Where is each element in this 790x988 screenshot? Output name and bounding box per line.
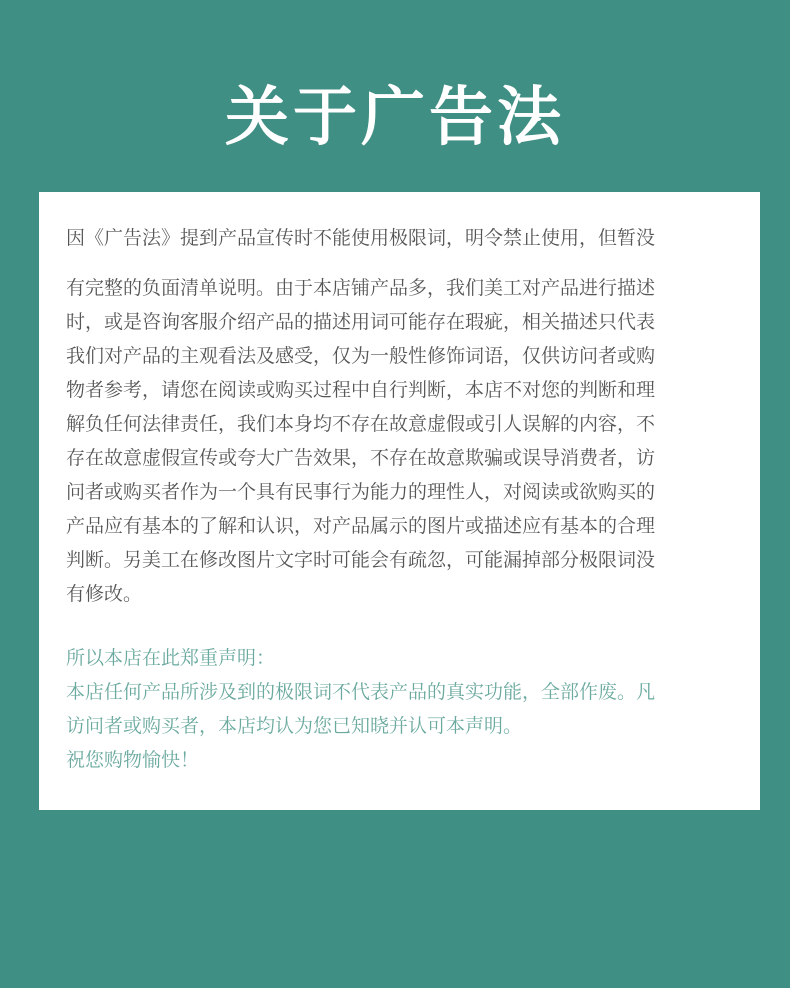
page-title: 关于广告法 [225, 81, 565, 155]
disclaimer-line: 存在故意虚假宣传或夸大广告效果，不存在故意欺骗或误导消费者，访 [66, 447, 656, 469]
disclaimer-line: 我们对产品的主观看法及感受，仅为一般性修饰词语，仅供访问者或购 [66, 345, 656, 367]
disclaimer-line: 有修改。 [66, 583, 143, 605]
disclaimer-line: 判断。另美工在修改图片文字时可能会有疏忽，可能漏掉部分极限词没 [66, 549, 656, 571]
disclaimer-line: 物者参考，请您在阅读或购买过程中自行判断，本店不对您的判断和理 [66, 379, 656, 401]
disclaimer-line: 解负任何法律责任，我们本身均不存在故意虚假或引人误解的内容，不 [66, 413, 656, 435]
disclaimer-line: 问者或购买者作为一个具有民事行为能力的理性人，对阅读或欲购买的 [66, 481, 656, 503]
statement-heading: 所以本店在此郑重声明： [66, 647, 276, 669]
disclaimer-line: 有完整的负面清单说明。由于本店铺产品多，我们美工对产品进行描述 [66, 277, 656, 299]
statement-closing: 祝您购物愉快！ [66, 749, 200, 771]
store-statement [66, 641, 733, 777]
statement-line: 本店任何产品所涉及到的极限词不代表产品的真实功能，全部作废。凡 [66, 681, 656, 703]
disclaimer-line: 产品应有基本的了解和认识，对产品属示的图片或描述应有基本的合理 [66, 515, 656, 537]
notice-card [39, 192, 760, 810]
intro-line: 因《广告法》提到产品宣传时不能使用极限词，明令禁止使用，但暂没 [66, 227, 656, 249]
disclaimer-paragraph [66, 271, 733, 611]
statement-line: 访问者或购买者，本店均认为您已知晓并认可本声明。 [66, 715, 523, 737]
disclaimer-line: 时，或是咨询客服介绍产品的描述用词可能存在瑕疵，相关描述只代表 [66, 311, 656, 333]
